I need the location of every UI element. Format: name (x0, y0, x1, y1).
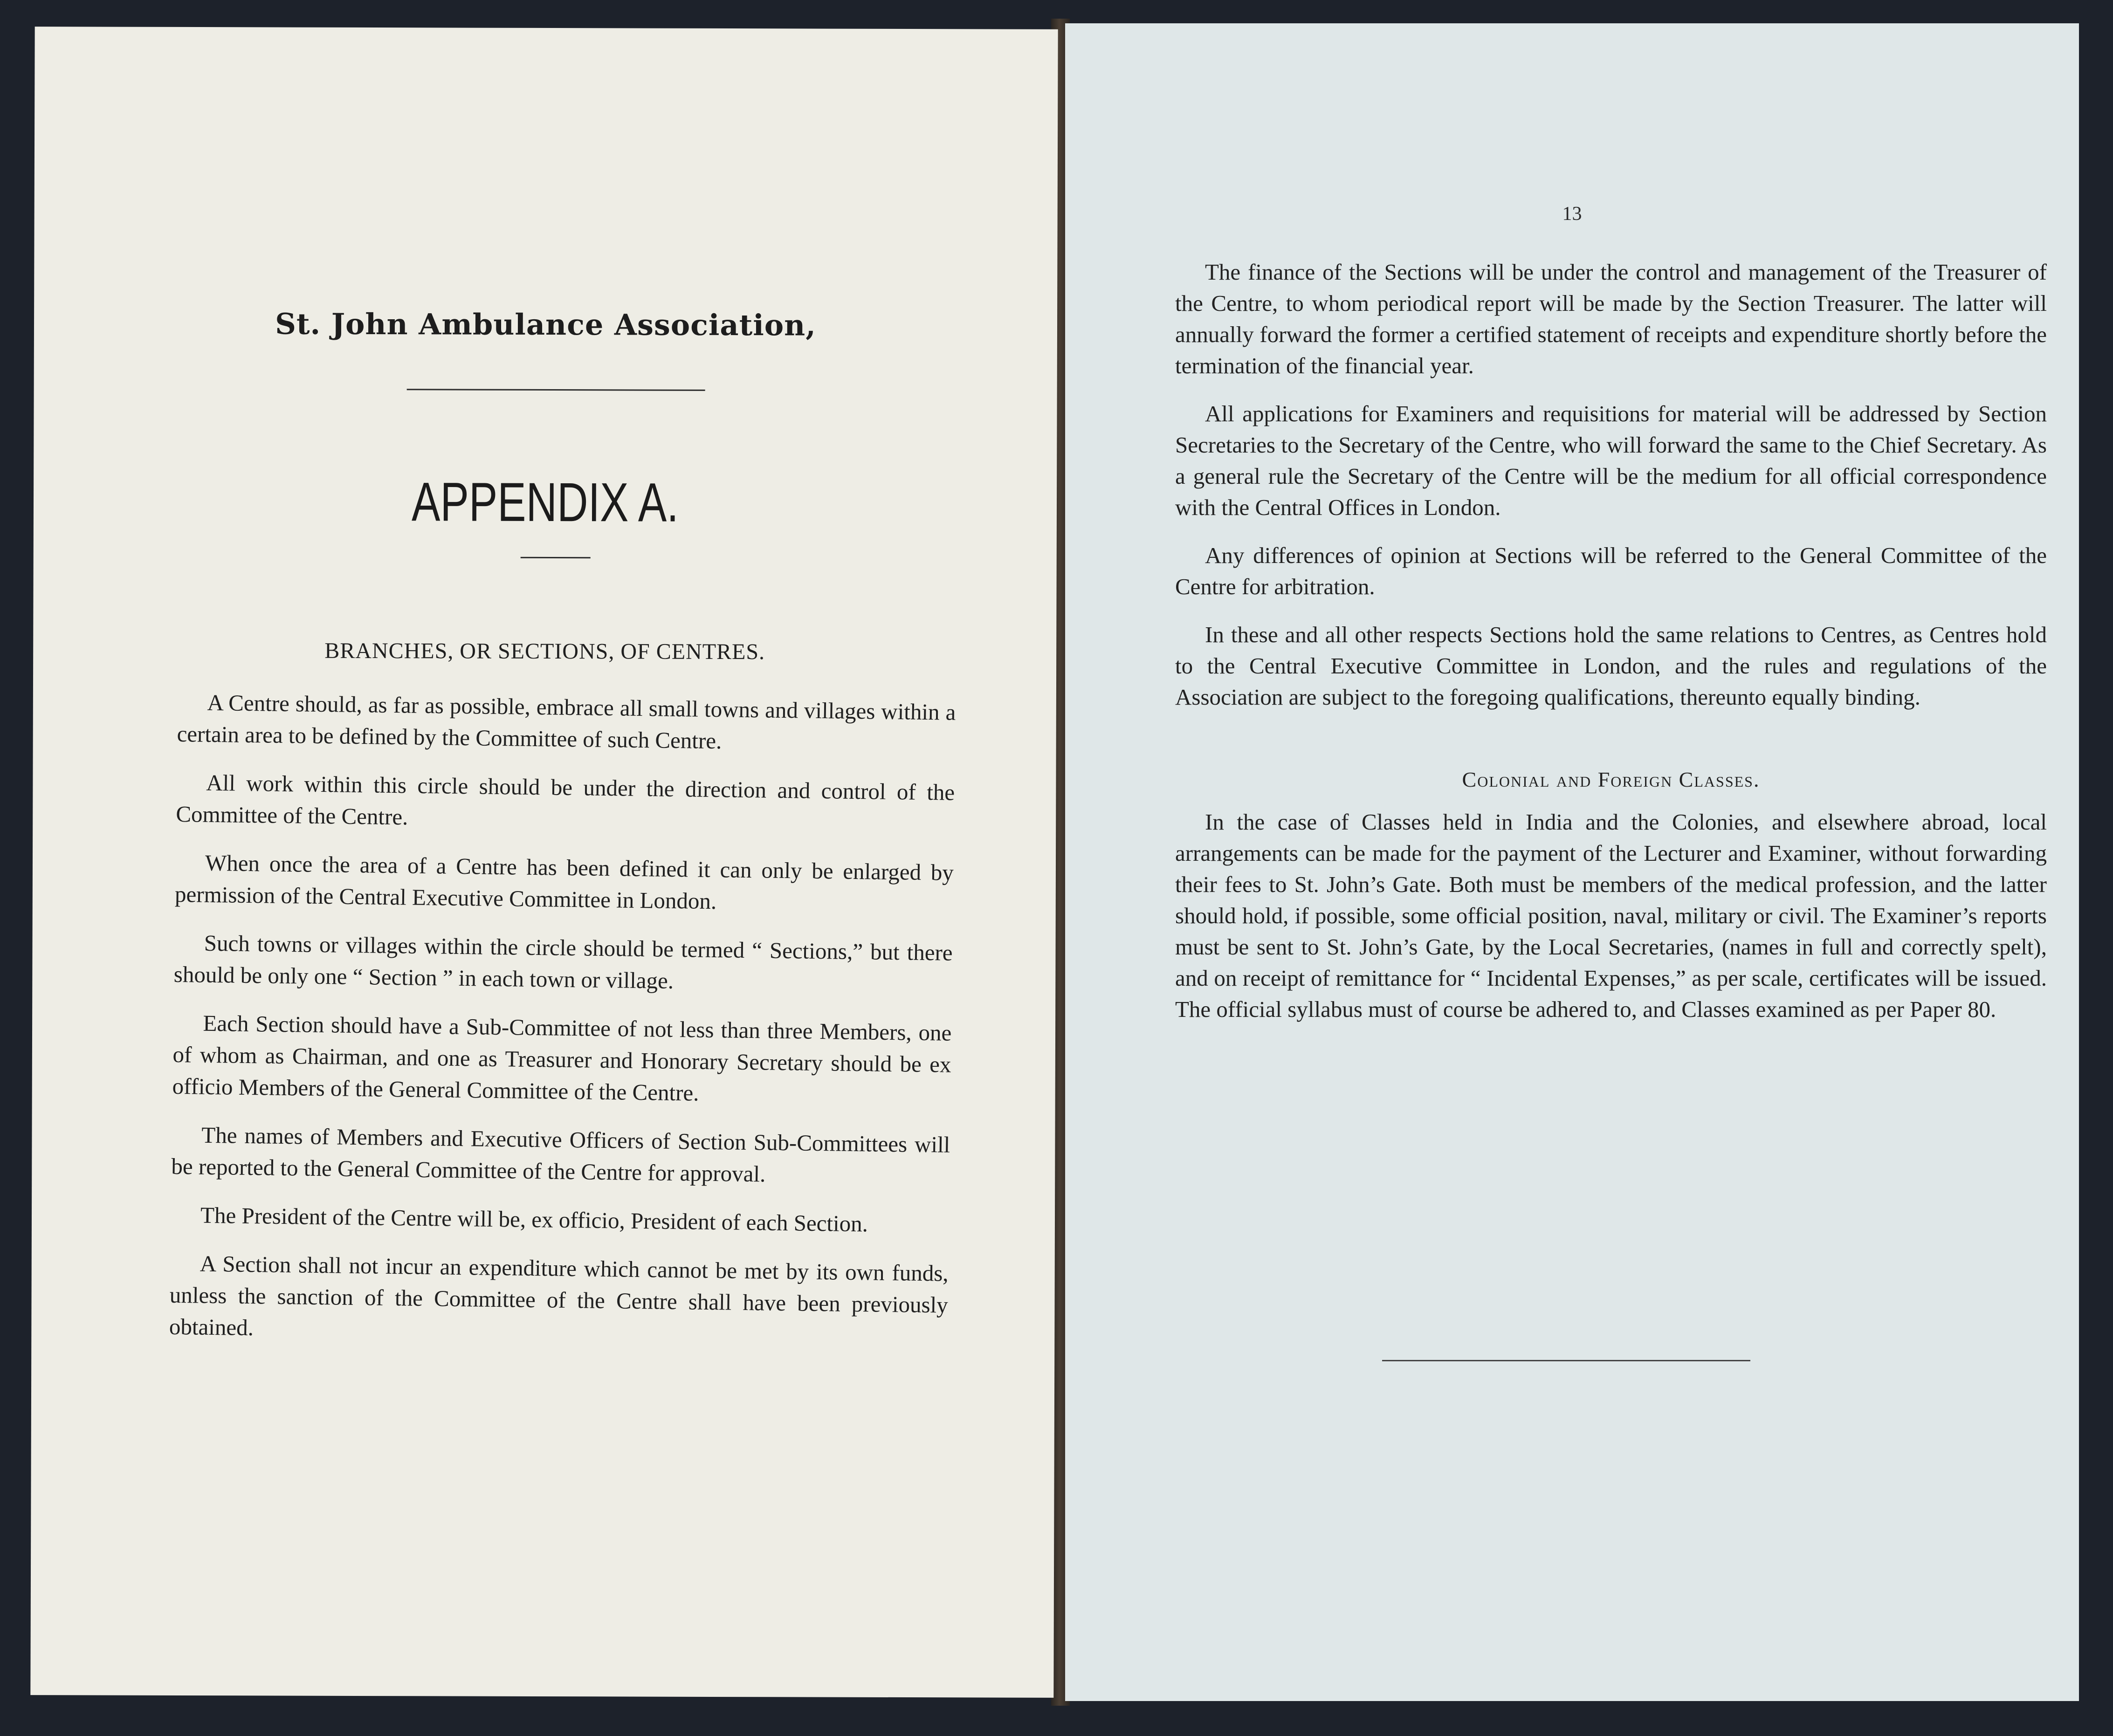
colonial-heading: Colonial and Foreign Classes. (1462, 768, 1760, 791)
paragraph: A Centre should, as far as possible, embrace all small towns and villages within a certain area to be defined by the Committee of such Centre. (177, 689, 956, 754)
short-divider (521, 557, 591, 558)
paragraph: In these and all other respects Sections hold the same relations to Centres, as Centres hold to the Central Executive Committee in London, and the rules and regulations of the Association are subject to the foregoing qualifications, thereunto equally binding. (1175, 622, 2047, 710)
left-body-text (169, 686, 956, 1370)
right-page (1065, 23, 2079, 1701)
paragraph: Such towns or villages within the circle should be termed “ Sections,” but there should be only one “ Section ” in each town or village. (173, 930, 953, 994)
paragraph: Any differences of opinion at Sections will be referred to the General Committee of the Centre for arbitration. (1175, 542, 2047, 599)
right-body-text (1175, 256, 2047, 1042)
paragraph: The finance of the Sections will be under the control and management of the Treasurer of the Centre, to whom periodical report will be made by the Section Treasurer. The latter will annually forward the former a certified statement of receipts and expenditure shortly before the termination of the financial year. (1175, 259, 2047, 378)
paragraph: All work within this circle should be under the direction and control of the Committee of the Centre. (176, 769, 955, 830)
title-divider (407, 389, 705, 391)
paragraph: All applications for Examiners and requisitions for material will be addressed by Section Secretaries to the Secretary of the Centre, who will forward the same to the Chief Secretary. As a general rule the Secretary of the Centre will be the medium for all official correspondence with the Central Offices in London. (1175, 401, 2047, 520)
page-number: 13 (1562, 203, 1582, 225)
paragraph: When once the area of a Centre has been defined it can only be enlarged by permission of the Central Executive Committee in London. (174, 850, 954, 914)
paragraph: In the case of Classes held in India and the Colonies, and elsewhere abroad, local arrangements can be made for the payment of the Lecturer and Examiner, without forwarding their fees to St. John’s Gate. Both must be members of the medical profession, and the latter should hold, if possible, some official position, naval, military or civil. The Examiner’s reports must be sent to St. John’s Gate, by the Local Secretaries, (names in full and correctly spelt), and on receipt of remittance for “ Incidental Expenses,” as per scale, certificates will be issued. The official syllabus must of course be adhered to, and Classes examined as per Paper 80. (1175, 809, 2047, 1022)
end-divider (1382, 1360, 1750, 1361)
paragraph: A Section shall not incur an expenditure which cannot be met by its own funds, unless the sanction of the Committee of the Centre shall have been previously obtained. (169, 1250, 949, 1341)
section-heading: BRANCHES, OR SECTIONS, OF CENTRES. (324, 638, 765, 665)
association-title: St. John Ambulance Association, (275, 307, 816, 343)
left-page (30, 27, 1058, 1698)
appendix-title: APPENDIX A. (411, 471, 679, 534)
paragraph: Each Section should have a Sub-Committee of not less than three Members, one of whom as Chairman, and one as Treasurer and Honorary Secretary should be ex officio Members of the General Committee of the Centre. (172, 1010, 952, 1106)
paragraph: The names of Members and Executive Officers of Section Sub-Committees will be reported to the General Committee of the Centre for approval. (171, 1122, 950, 1187)
paragraph: The President of the Centre will be, ex officio, President of each Section. (200, 1202, 868, 1237)
